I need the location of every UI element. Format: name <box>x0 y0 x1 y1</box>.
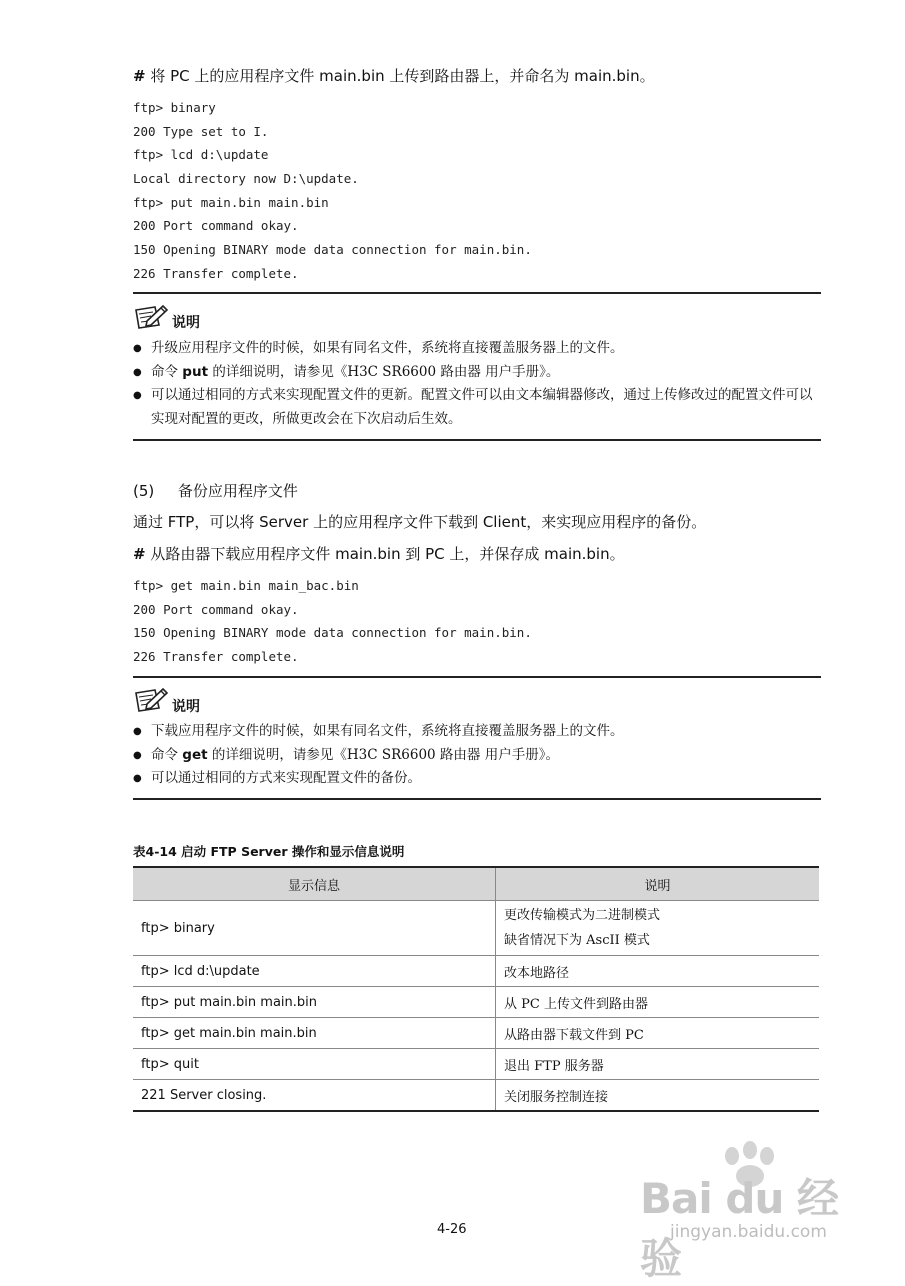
table-cell-desc: 改本地路径 <box>496 956 820 987</box>
code-line: 226 Transfer complete. <box>133 649 299 665</box>
note-header <box>133 686 169 718</box>
note-list <box>133 337 821 431</box>
note-item <box>133 384 821 431</box>
note-item <box>133 744 821 768</box>
note-text: 可以通过相同的方式来实现配置文件的更新。配置文件可以由文本编辑器修改，通过上传修改过的配置文件可以实现对配置的更改，所做更改会在下次启动后生效。 <box>151 387 813 427</box>
note-text: 可以通过相同的方式来实现配置文件的备份。 <box>151 770 421 786</box>
note-list <box>133 720 821 791</box>
command-name: get <box>182 746 208 763</box>
code-block-download <box>133 578 532 673</box>
code-line: ftp> lcd d:\update <box>133 147 269 163</box>
table-cell-desc: 从 PC 上传文件到路由器 <box>496 987 820 1018</box>
code-line: 200 Type set to I. <box>133 123 269 139</box>
note-pencil-icon <box>133 303 169 331</box>
baidu-watermark <box>640 1140 870 1283</box>
code-line: ftp> put main.bin main.bin <box>133 194 329 210</box>
code-block-upload <box>133 100 532 290</box>
table-cell-display: 221 Server closing. <box>133 1080 496 1112</box>
code-line: ftp> get main.bin main_bac.bin <box>133 578 359 593</box>
code-line: 200 Port command okay. <box>133 601 299 617</box>
hash-marker: # <box>133 545 146 563</box>
note-bottom-rule <box>133 798 821 800</box>
table-cell-desc: 更改传输模式为二进制模式 缺省情况下为 AscII 模式 <box>496 901 820 956</box>
note-text: 的详细说明，请参见《H3C SR6600 路由器 用户手册》。 <box>208 363 560 380</box>
heading-text: 将 PC 上的应用程序文件 main.bin 上传到路由器上，并命名为 main.bin。 <box>150 67 655 85</box>
watermark-brand: Bai du 经验 <box>640 1174 838 1283</box>
table-cell-desc: 关闭服务控制连接 <box>496 1080 820 1112</box>
table-row <box>133 901 819 956</box>
note-title: 说明 <box>172 315 200 331</box>
step-heading-upload <box>133 66 655 86</box>
section-title-text: 备份应用程序文件 <box>177 482 298 500</box>
note-text: 下载应用程序文件的时候，如果有同名文件，系统将直接覆盖服务器上的文件。 <box>151 723 624 739</box>
note-bottom-rule <box>133 439 821 441</box>
table-row <box>133 987 819 1018</box>
code-line: Local directory now D:\update. <box>133 171 359 187</box>
table-cell-display: ftp> quit <box>133 1049 496 1080</box>
table-cell-desc: 退出 FTP 服务器 <box>496 1049 820 1080</box>
note-text: 的详细说明，请参见《H3C SR6600 路由器 用户手册》。 <box>207 746 559 763</box>
table-cell-display: ftp> lcd d:\update <box>133 956 496 987</box>
note-top-rule <box>133 676 821 678</box>
page-number: 4-26 <box>437 1222 467 1237</box>
table-header-display: 显示信息 <box>133 867 496 901</box>
table-caption: 表4-14 启动 FTP Server 操作和显示信息说明 <box>133 844 405 859</box>
note-pencil-icon <box>133 686 169 714</box>
note-text: 命令 <box>151 746 183 763</box>
step-heading-download <box>133 544 625 564</box>
section-paragraph: 通过 FTP，可以将 Server 上的应用程序文件下载到 Client，来实现应用程序的备份。 <box>133 513 707 531</box>
note-item <box>133 767 821 791</box>
info-table <box>133 866 819 1112</box>
code-line: 200 Port command okay. <box>133 218 299 234</box>
command-name: put <box>182 363 209 380</box>
note-header <box>133 303 169 335</box>
table-cell-display: ftp> get main.bin main.bin <box>133 1018 496 1049</box>
section-title <box>133 481 298 501</box>
note-title: 说明 <box>172 699 200 715</box>
note-text: 升级应用程序文件的时候，如果有同名文件，系统将直接覆盖服务器上的文件。 <box>151 340 624 356</box>
section-number: (5) <box>133 482 155 500</box>
note-item <box>133 361 821 385</box>
code-line: 150 Opening BINARY mode data connection for main.bin. <box>133 242 532 258</box>
code-line: 226 Transfer complete. <box>133 265 299 281</box>
table-row <box>133 1018 819 1049</box>
table-row <box>133 1049 819 1080</box>
table-cell-display: ftp> binary <box>133 901 496 956</box>
table-row <box>133 956 819 987</box>
note-item <box>133 720 821 744</box>
table-cell-desc: 从路由器下载文件到 PC <box>496 1018 820 1049</box>
code-line: 150 Opening BINARY mode data connection for main.bin. <box>133 625 532 641</box>
heading-text: 从路由器下载应用程序文件 main.bin 到 PC 上，并保存成 main.bin。 <box>150 545 625 563</box>
code-line: ftp> binary <box>133 100 216 115</box>
watermark-url: jingyan.baidu.com <box>670 1222 827 1242</box>
table-header-desc: 说明 <box>496 867 820 901</box>
note-item <box>133 337 821 361</box>
hash-marker: # <box>133 67 146 85</box>
table-cell-display: ftp> put main.bin main.bin <box>133 987 496 1018</box>
table-row <box>133 1080 819 1112</box>
note-text: 命令 <box>151 363 183 380</box>
note-top-rule <box>133 292 821 294</box>
